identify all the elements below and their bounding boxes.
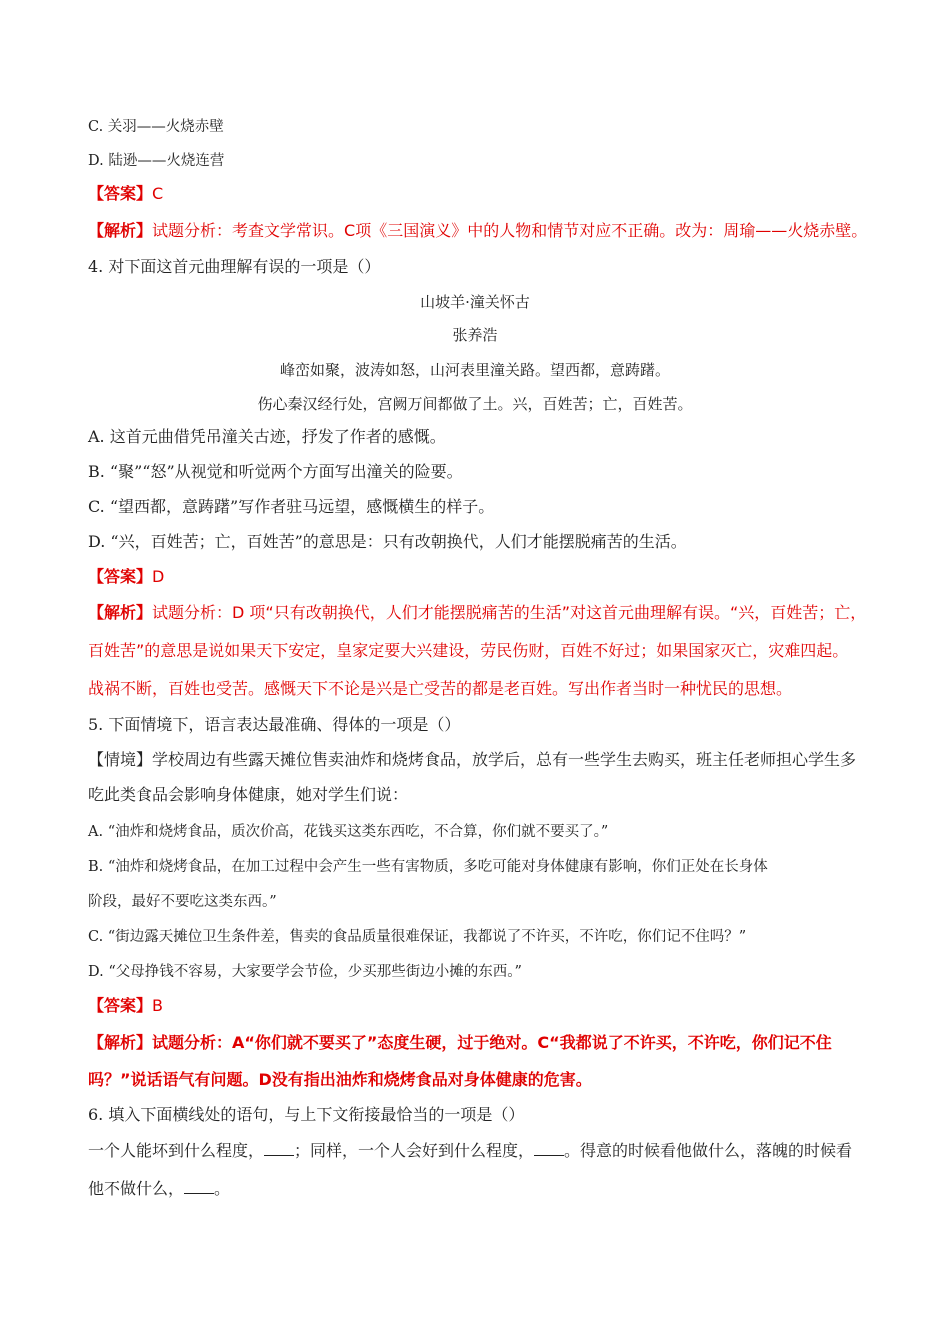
q5-option-b-cont: 阶段，最好不要吃这类东西。” [88,894,277,910]
analysis-tag: 【解析】 [88,603,153,622]
analysis-text: 试题分析：D 项“只有改朝换代，人们才能摆脱痛苦的生活”对这首元曲理解有误。“兴，百姓苦；亡， [152,603,867,622]
q5-context-line: 吃此类食品会影响身体健康，她对学生们说： [88,785,409,804]
fill-blank [184,1179,214,1194]
poem-title: 山坡羊·潼关怀古 [420,293,530,311]
q4-option-d: D. “兴，百姓苦；亡，百姓苦”的意思是：只有改朝换代，人们才能摆脱痛苦的生活。 [88,532,687,551]
q5-option-c: C. “街边露天摊位卫生条件差，售卖的食品质量很难保证，我都说了不许买，不许吃，你们记不住吗？” [88,929,747,945]
analysis-text: 试题分析：A“你们就不要买了”态度生硬，过于绝对。C“我都说了不许买，不许吃，你们记不住 [152,1033,832,1052]
q4-option-a: A. 这首元曲借凭吊潼关古迹，抒发了作者的感慨。 [88,427,446,446]
answer-tag: 【答案】 [88,996,153,1015]
answer-value: D [152,567,165,586]
q5-answer [88,996,163,1016]
q6-text-part: ；同样，一个人会好到什么程度， [294,1141,535,1160]
q6-question: 6. 填入下面横线处的语句，与上下文衔接最恰当的一项是（） [88,1105,525,1124]
answer-tag: 【答案】 [88,567,153,586]
q6-text-line [88,1179,230,1199]
q3-answer [88,184,163,204]
answer-value: B [152,996,163,1015]
q6-text-part: 一个人能坏到什么程度， [88,1141,265,1160]
q5-analysis-line: 吗？”说话语气有问题。D没有指出油炸和烧烤食品对身体健康的危害。 [88,1070,592,1089]
q4-option-c: C. “望西都，意踌躇”写作者驻马远望，感慨横生的样子。 [88,497,495,516]
q5-analysis [88,1033,832,1053]
q6-text [88,1141,852,1161]
q3-option-c: C. 关羽——火烧赤壁 [88,119,224,135]
fill-blank [534,1141,564,1156]
answer-tag: 【答案】 [88,184,153,203]
q4-analysis-line: 百姓苦”的意思是说如果天下安定，皇家定要大兴建设，劳民伤财，百姓不好过；如果国家灭亡，灾难四起。 [88,641,849,660]
q6-text-part: 。 [214,1179,231,1198]
q3-analysis [88,221,867,241]
answer-value: C [152,184,164,203]
q4-analysis-line: 战祸不断，百姓也受苦。感慨天下不论是兴是亡受苦的都是老百姓。写出作者当时一种忧民的思想。 [88,679,793,698]
fill-blank [264,1141,294,1156]
poem-line: 伤心秦汉经行处，宫阙万间都做了土。兴，百姓苦；亡，百姓苦。 [257,395,693,413]
q4-option-b: B. “聚”“怒”从视觉和听觉两个方面写出潼关的险要。 [88,462,463,481]
analysis-tag: 【解析】 [88,221,153,240]
q5-option-a: A. “油炸和烧烤食品，质次价高，花钱买这类东西吃，不合算，你们就不要买了。” [88,824,609,840]
q5-context: 【情境】学校周边有些露天摊位售卖油炸和烧烤食品，放学后，总有一些学生去购买，班主任老师担心学生多 [88,750,857,769]
q5-question: 5. 下面情境下，语言表达最准确、得体的一项是（） [88,715,461,734]
analysis-tag: 【解析】 [88,1033,153,1052]
poem-line: 峰峦如聚，波涛如怒，山河表里潼关路。望西都，意踌躇。 [279,361,670,379]
q4-question: 4. 对下面这首元曲理解有误的一项是（） [88,257,381,276]
q6-text-part: 他不做什么， [88,1179,185,1198]
q4-analysis [88,603,866,623]
q6-text-part: 。得意的时候看他做什么，落魄的时候看 [564,1141,853,1160]
q5-option-d: D. “父母挣钱不容易，大家要学会节俭，少买那些街边小摊的东西。” [88,964,522,980]
q3-option-d: D. 陆逊——火烧连营 [88,153,225,169]
analysis-text: 试题分析：考查文学常识。C项《三国演义》中的人物和情节对应不正确。改为：周瑜——火烧赤壁。 [152,221,868,240]
q4-answer [88,567,164,587]
q5-option-b: B. “油炸和烧烤食品，在加工过程中会产生一些有害物质，多吃可能对身体健康有影响，你们正处在长身体 [88,859,768,875]
poem-author: 张养浩 [452,326,498,344]
